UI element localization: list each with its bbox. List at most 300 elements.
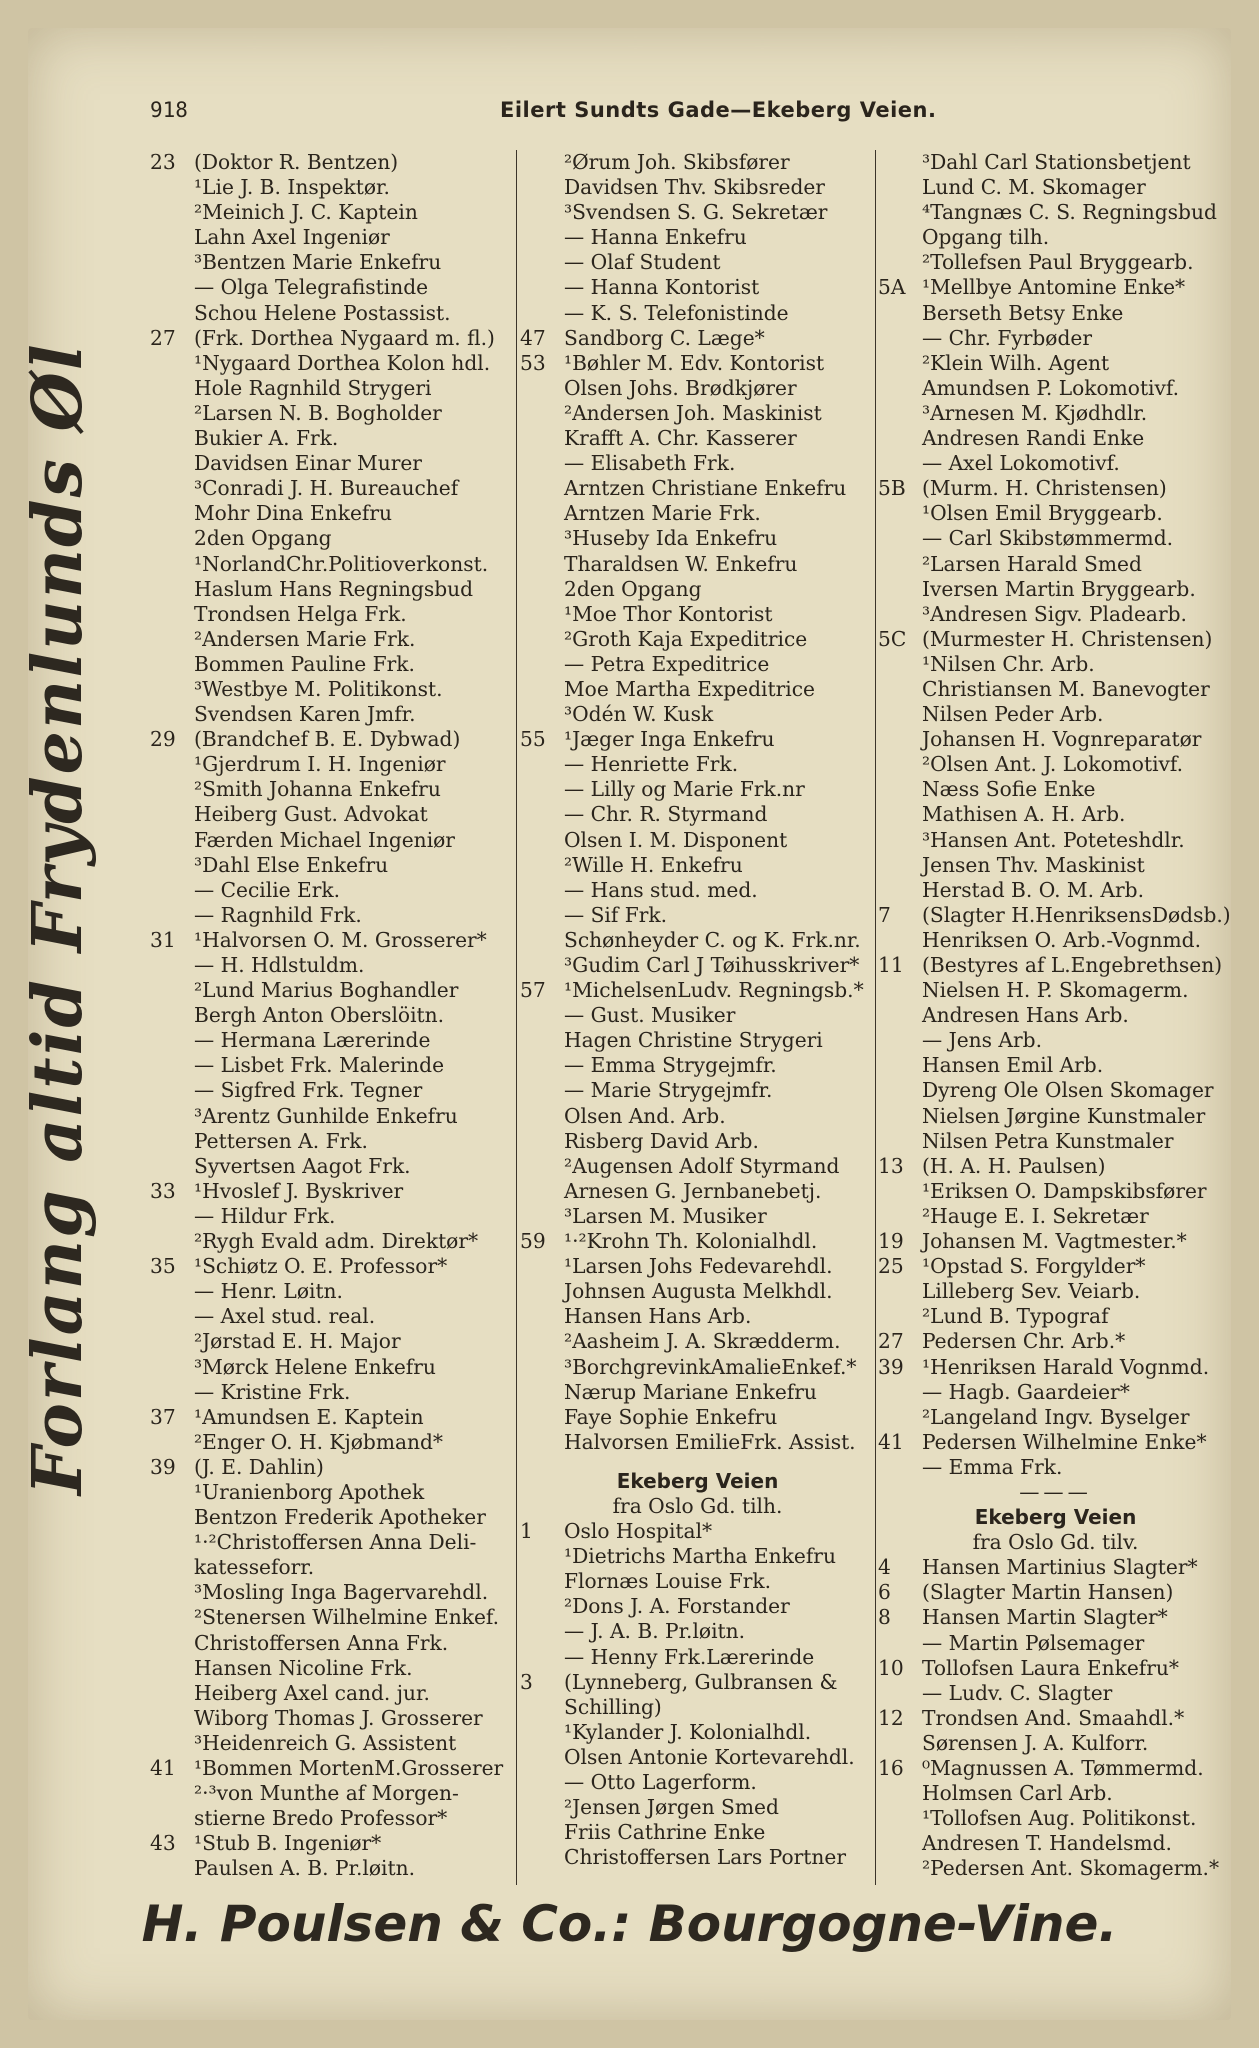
column-divider — [875, 150, 876, 1885]
entry-text: — Gust. Musiker — [564, 1003, 736, 1028]
entry-text: (Murm. H. Christensen) — [922, 476, 1167, 501]
entry-text: Holmsen Carl Arb. — [922, 1781, 1113, 1806]
directory-entry — [150, 1405, 518, 1430]
directory-entry — [520, 301, 875, 326]
directory-entry — [878, 1380, 1233, 1405]
entry-text: — Emma Frk. — [922, 1454, 1063, 1479]
directory-entry — [150, 777, 518, 802]
directory-entry — [878, 727, 1233, 752]
entry-text: — Elisabeth Frk. — [564, 451, 736, 476]
entry-text: Pettersen A. Frk. — [194, 1128, 368, 1153]
entry-text: Nielsen H. P. Skomagerm. — [922, 978, 1189, 1003]
entry-text: Færden Michael Ingeniør — [194, 827, 455, 852]
directory-entry — [520, 1430, 875, 1455]
directory-entry — [520, 250, 875, 275]
entry-text: (Slagter Martin Hansen) — [922, 1580, 1174, 1605]
entry-text: Wiborg Thomas J. Grosserer — [194, 1705, 483, 1730]
directory-entry — [520, 451, 875, 476]
directory-entry — [150, 175, 518, 200]
directory-entry — [150, 1129, 518, 1154]
directory-entry — [150, 1028, 518, 1053]
directory-entry — [150, 1555, 518, 1580]
directory-entry — [520, 752, 875, 777]
directory-entry — [878, 1078, 1233, 1103]
directory-entry — [150, 1455, 518, 1480]
entry-text: Henriksen O. Arb.-Vognmd. — [922, 927, 1202, 952]
entry-text: ²Jørstad E. H. Major — [194, 1329, 401, 1354]
entry-text: ¹Bøhler M. Edv. Kontorist — [564, 350, 825, 375]
entry-text: Johansen M. Vagtmester.* — [922, 1229, 1187, 1254]
directory-entry — [150, 1380, 518, 1405]
directory-entry — [150, 1781, 518, 1806]
directory-entry — [878, 602, 1233, 627]
directory-entry — [150, 1279, 518, 1304]
house-number: 5C — [878, 626, 907, 651]
directory-entry — [878, 301, 1233, 326]
directory-entry — [520, 978, 875, 1003]
house-number: 55 — [520, 727, 546, 752]
directory-entry — [150, 1304, 518, 1329]
directory-entry — [150, 250, 518, 275]
directory-entry — [878, 1355, 1233, 1380]
house-number: 41 — [878, 1429, 904, 1454]
house-number: 27 — [878, 1329, 904, 1354]
entry-text: ²Larsen N. B. Bogholder — [194, 400, 442, 425]
entry-text: ¹Eriksen O. Dampskibsfører — [922, 1178, 1207, 1203]
directory-entry — [878, 1154, 1233, 1179]
entry-text: Svendsen Karen Jmfr. — [194, 702, 416, 727]
entry-text: ²Andersen Joh. Maskinist — [564, 400, 822, 425]
directory-entry — [150, 401, 518, 426]
house-number: 43 — [150, 1831, 176, 1856]
house-number: 39 — [150, 1454, 176, 1479]
house-number: 29 — [150, 727, 176, 752]
directory-entry — [878, 150, 1233, 175]
directory-entry — [150, 1580, 518, 1605]
entry-text: — Chr. R. Styrmand — [564, 802, 768, 827]
directory-entry — [878, 802, 1233, 827]
directory-entry — [878, 702, 1233, 727]
entry-text: ²Aasheim J. A. Skrædderm. — [564, 1329, 841, 1354]
section-gap — [520, 1455, 875, 1469]
entry-text: ³Bentzen Marie Enkefru — [194, 250, 442, 275]
entry-text: — Sif Frk. — [564, 902, 668, 927]
directory-entry — [878, 1053, 1233, 1078]
directory-entry — [878, 1580, 1233, 1605]
entry-text: ³Gudim Carl J Tøihusskriver* — [564, 953, 860, 977]
directory-entry — [520, 175, 875, 200]
directory-entry — [150, 351, 518, 376]
entry-text: ⁰Magnussen A. Tømmermd. — [922, 1756, 1204, 1780]
directory-entry — [150, 978, 518, 1003]
directory-entry — [520, 501, 875, 526]
directory-entry — [150, 1806, 518, 1831]
directory-entry — [878, 1129, 1233, 1154]
directory-entry — [878, 1329, 1233, 1354]
entry-text: — Petra Expeditrice — [564, 651, 770, 676]
entry-text: ²Tollefsen Paul Bryggearb. — [922, 250, 1194, 275]
entry-text: Johnsen Augusta Melkhdl. — [564, 1279, 833, 1304]
directory-entry — [878, 1254, 1233, 1279]
directory-entry — [878, 1455, 1233, 1480]
directory-entry — [878, 1731, 1233, 1756]
entry-text: Lahn Axel Ingeniør — [194, 225, 390, 250]
directory-entry — [520, 1519, 875, 1544]
entry-text: — Otto Lagerform. — [564, 1770, 757, 1794]
directory-entry — [878, 1681, 1233, 1706]
entry-text: — Sigfred Frk. Tegner — [194, 1078, 423, 1103]
entry-text: Hagen Christine Strygeri — [564, 1028, 823, 1053]
directory-entry — [520, 1695, 875, 1720]
entry-text: — Henr. Løitn. — [194, 1279, 343, 1304]
directory-entry — [520, 1745, 875, 1770]
house-number: 10 — [878, 1655, 904, 1680]
entry-text: Mohr Dina Enkefru — [194, 501, 393, 526]
directory-entry — [520, 853, 875, 878]
directory-entry — [150, 1430, 518, 1455]
directory-entry — [150, 150, 518, 175]
entry-text: ¹Moe Thor Kontorist — [564, 601, 773, 626]
entry-text: — Carl Skibstømmermd. — [922, 526, 1174, 551]
entry-text: Tollofsen Laura Enkefru* — [922, 1655, 1179, 1680]
directory-entry — [520, 1179, 875, 1204]
directory-entry — [150, 1154, 518, 1179]
entry-text: ¹Hvoslef J. Byskriver — [194, 1178, 404, 1203]
entry-text: ¹NorlandChr.Politioverkonst. — [194, 551, 489, 576]
directory-entry — [150, 702, 518, 727]
directory-entry — [150, 1605, 518, 1630]
directory-entry — [150, 1656, 518, 1681]
directory-entry — [150, 1731, 518, 1756]
directory-entry — [150, 301, 518, 326]
directory-entry — [150, 1530, 518, 1555]
directory-entry — [150, 376, 518, 401]
directory-entry — [520, 376, 875, 401]
directory-entry — [878, 376, 1233, 401]
directory-entry — [878, 903, 1233, 928]
directory-entry — [878, 1856, 1233, 1881]
entry-text: ¹Opstad S. Forgylder* — [922, 1254, 1146, 1279]
directory-entry — [878, 953, 1233, 978]
entry-text: Herstad B. O. M. Arb. — [922, 877, 1144, 902]
running-title: Eilert Sundts Gade—Ekeberg Veien. — [500, 98, 937, 122]
directory-column-2 — [520, 150, 875, 1870]
entry-text: ¹Henriksen Harald Vognmd. — [922, 1354, 1210, 1379]
directory-entry — [520, 150, 875, 175]
page-number: 918 — [150, 98, 188, 122]
section-separator — [878, 1480, 1233, 1505]
house-number: 16 — [878, 1756, 904, 1780]
entry-text: ¹Mellbye Antomine Enke* — [922, 275, 1186, 300]
entry-text: ³Arentz Gunhilde Enkefru — [194, 1103, 458, 1128]
entry-text: ³Huseby Ida Enkefru — [564, 526, 778, 551]
house-number: 53 — [520, 350, 546, 375]
directory-entry — [520, 1355, 875, 1380]
entry-text: Christiansen M. Banevogter — [922, 676, 1210, 701]
entry-text: — Cecilie Erk. — [194, 877, 341, 902]
entry-text: Hansen Hans Arb. — [564, 1304, 752, 1329]
entry-text: ³BorchgrevinkAmalieEnkef.* — [564, 1354, 857, 1379]
entry-text: 2den Opgang — [194, 526, 332, 551]
entry-text: Arntzen Marie Frk. — [564, 501, 761, 526]
entry-text: ³Andresen Sigv. Pladearb. — [922, 601, 1187, 626]
entry-text: Arntzen Christiane Enkefru — [564, 476, 847, 501]
directory-entry — [520, 953, 875, 978]
directory-entry — [520, 903, 875, 928]
entry-text: ¹Lie J. B. Inspektør. — [194, 175, 390, 200]
directory-entry — [878, 853, 1233, 878]
directory-entry — [878, 250, 1233, 275]
entry-text: — Olga Telegrafistinde — [194, 275, 429, 300]
directory-entry — [520, 1154, 875, 1179]
entry-text: — Hanna Kontorist — [564, 275, 760, 300]
directory-entry — [520, 1078, 875, 1103]
entry-text: ³Dahl Carl Stationsbetjent — [922, 150, 1191, 174]
entry-text: ¹Tollofsen Aug. Politikonst. — [922, 1806, 1197, 1831]
directory-entry — [520, 1003, 875, 1028]
entry-text: ²Lund B. Typograf — [922, 1304, 1109, 1329]
entry-text: (Slagter H.HenriksensDødsb.) — [922, 902, 1231, 927]
directory-entry — [878, 1605, 1233, 1630]
entry-text: — Martin Pølsemager — [922, 1630, 1145, 1655]
entry-text: — Marie Strygejmfr. — [564, 1078, 773, 1103]
house-number: 19 — [878, 1229, 904, 1254]
entry-text: Ekeberg Veien — [616, 1468, 779, 1493]
directory-entry — [878, 1179, 1233, 1204]
entry-text: — Jens Arb. — [922, 1028, 1042, 1053]
directory-entry — [878, 501, 1233, 526]
directory-entry — [520, 326, 875, 351]
directory-entry — [878, 1279, 1233, 1304]
house-number: 35 — [150, 1254, 176, 1279]
entry-text: Heiberg Axel cand. jur. — [194, 1680, 430, 1705]
entry-text: ²Groth Kaja Expeditrice — [564, 626, 808, 651]
directory-entry — [150, 878, 518, 903]
entry-text: — Lisbet Frk. Malerinde — [194, 1053, 445, 1078]
directory-column-3 — [878, 150, 1233, 1881]
entry-text: Opgang tilh. — [922, 225, 1050, 250]
entry-text: ²Hauge E. I. Sekretær — [922, 1203, 1149, 1228]
directory-entry — [150, 275, 518, 300]
directory-entry — [878, 451, 1233, 476]
directory-entry — [878, 1204, 1233, 1229]
entry-text: Trondsen Helga Frk. — [194, 601, 407, 626]
entry-text: Næss Sofie Enke — [922, 777, 1096, 802]
entry-text: Mathisen A. H. Arb. — [922, 802, 1126, 827]
entry-text: ⁴Tangnæs C. S. Regningsbud — [922, 200, 1217, 225]
directory-entry — [150, 953, 518, 978]
entry-text: stierne Bredo Professor* — [194, 1806, 448, 1831]
directory-entry — [150, 1631, 518, 1656]
directory-entry — [878, 526, 1233, 551]
entry-text: — Ragnhild Frk. — [194, 902, 362, 927]
entry-text: Johansen H. Vognreparatør — [922, 727, 1202, 752]
house-number: 33 — [150, 1178, 176, 1203]
directory-entry — [150, 853, 518, 878]
directory-entry — [878, 401, 1233, 426]
entry-text: ¹Amundsen E. Kaptein — [194, 1404, 424, 1429]
entry-text: Heiberg Gust. Advokat — [194, 802, 428, 827]
entry-text: (Frk. Dorthea Nygaard m. fl.) — [194, 325, 495, 350]
entry-text: — Ludv. C. Slagter — [922, 1680, 1113, 1705]
directory-entry — [150, 501, 518, 526]
directory-entry — [150, 1681, 518, 1706]
house-number: 47 — [520, 325, 546, 350]
entry-text: — Hans stud. med. — [564, 877, 758, 902]
directory-entry — [150, 326, 518, 351]
directory-entry — [878, 1806, 1233, 1831]
directory-entry — [150, 1254, 518, 1279]
directory-entry — [878, 326, 1233, 351]
entry-text: katesseforr. — [194, 1555, 315, 1580]
entry-text: ¹Gjerdrum I. H. Ingeniør — [194, 752, 446, 777]
entry-text: — Hagb. Gaardeier* — [922, 1379, 1130, 1404]
directory-entry — [520, 1619, 875, 1644]
entry-text: Flornæs Louise Frk. — [564, 1569, 772, 1594]
entry-text: (H. A. H. Paulsen) — [922, 1153, 1106, 1178]
directory-entry — [520, 1380, 875, 1405]
entry-text: ²Pedersen Ant. Skomagerm.* — [922, 1856, 1220, 1881]
entry-text: Christoffersen Lars Portner — [564, 1845, 846, 1870]
entry-text: Olsen Antonie Kortevarehdl. — [564, 1744, 855, 1769]
street-subheading — [520, 1494, 875, 1519]
entry-text: ²Lund Marius Boghandler — [194, 978, 459, 1003]
directory-entry — [520, 1770, 875, 1795]
house-number: 57 — [520, 978, 546, 1003]
directory-entry — [150, 1756, 518, 1781]
house-number: 3 — [520, 1669, 533, 1694]
entry-text: Hole Ragnhild Strygeri — [194, 375, 432, 400]
entry-text: Risberg David Arb. — [564, 1128, 759, 1153]
entry-text: Dyreng Ole Olsen Skomager — [922, 1078, 1214, 1103]
entry-text: ¹Nilsen Chr. Arb. — [922, 651, 1095, 676]
directory-entry — [878, 1781, 1233, 1806]
entry-text: Andresen T. Handelsmd. — [922, 1831, 1172, 1856]
entry-text: Andresen Randi Enke — [922, 426, 1145, 451]
entry-text: Hansen Nicoline Frk. — [194, 1655, 413, 1680]
directory-entry — [878, 777, 1233, 802]
entry-text: ³Svendsen S. G. Sekretær — [564, 200, 828, 225]
directory-entry — [150, 1355, 518, 1380]
entry-text: ³Westbye M. Politikonst. — [194, 676, 443, 701]
house-number: 7 — [878, 902, 891, 927]
directory-entry — [878, 828, 1233, 853]
directory-entry — [520, 777, 875, 802]
directory-entry — [150, 1003, 518, 1028]
directory-entry — [520, 526, 875, 551]
entry-text: Haslum Hans Regningsbud — [194, 576, 474, 601]
directory-entry — [878, 677, 1233, 702]
directory-entry — [878, 652, 1233, 677]
entry-text: ²Stenersen Wilhelmine Enkef. — [194, 1605, 500, 1630]
directory-entry — [150, 802, 518, 827]
entry-text: Nærup Mariane Enkefru — [564, 1379, 817, 1404]
entry-text: ¹Halvorsen O. M. Grosserer* — [194, 927, 487, 952]
directory-entry — [878, 1706, 1233, 1731]
entry-text: Davidsen Einar Murer — [194, 451, 422, 476]
directory-entry — [520, 1204, 875, 1229]
directory-entry — [520, 577, 875, 602]
entry-text: ²Langeland Ingv. Byselger — [922, 1404, 1190, 1429]
entry-text: ²Meinich J. C. Kaptein — [194, 200, 418, 225]
directory-entry — [878, 577, 1233, 602]
side-advertisement: Forlang altid Frydenlunds Øl — [18, 342, 98, 1495]
entry-text: ——— — [1019, 1479, 1092, 1504]
directory-entry — [520, 1304, 875, 1329]
entry-text: ²Wille H. Enkefru — [564, 852, 743, 877]
directory-entry — [878, 627, 1233, 652]
directory-entry — [520, 1845, 875, 1870]
entry-text: ¹Schiøtz O. E. Professor* — [194, 1254, 448, 1279]
entry-text: ¹Olsen Emil Bryggearb. — [922, 501, 1163, 526]
directory-entry — [878, 1304, 1233, 1329]
directory-entry — [150, 1329, 518, 1354]
entry-text: Bentzon Frederik Apotheker — [194, 1505, 486, 1530]
street-heading — [520, 1469, 875, 1494]
entry-text: Trondsen And. Smaahdl.* — [922, 1705, 1185, 1730]
entry-text: ³Dahl Else Enkefru — [194, 852, 389, 877]
directory-entry — [150, 652, 518, 677]
directory-entry — [520, 1329, 875, 1354]
directory-entry — [520, 1104, 875, 1129]
entry-text: Syvertsen Aagot Frk. — [194, 1153, 411, 1178]
entry-text: Olsen And. Arb. — [564, 1103, 726, 1128]
directory-entry — [520, 1795, 875, 1820]
entry-text: Andresen Hans Arb. — [922, 1003, 1129, 1028]
directory-entry — [150, 602, 518, 627]
directory-entry — [520, 1820, 875, 1845]
directory-entry — [878, 1003, 1233, 1028]
entry-text: ²Augensen Adolf Styrmand — [564, 1153, 840, 1178]
entry-text: Christoffersen Anna Frk. — [194, 1630, 449, 1655]
entry-text: Olsen Johs. Brødkjører — [564, 375, 797, 400]
directory-entry — [520, 1254, 875, 1279]
directory-entry — [520, 275, 875, 300]
entry-text: Nielsen Jørgine Kunstmaler — [922, 1103, 1206, 1128]
house-number: 5B — [878, 476, 906, 501]
directory-entry — [520, 928, 875, 953]
directory-entry — [878, 1631, 1233, 1656]
directory-entry — [520, 1129, 875, 1154]
directory-entry — [878, 225, 1233, 250]
entry-text: ²Klein Wilh. Agent — [922, 350, 1110, 375]
entry-text: Pedersen Wilhelmine Enke* — [922, 1429, 1207, 1454]
directory-entry — [878, 1104, 1233, 1129]
entry-text: ²·³von Munthe af Morgen- — [194, 1781, 459, 1806]
directory-entry — [520, 1569, 875, 1594]
directory-entry — [520, 426, 875, 451]
entry-text: Arnesen G. Jernbanebetj. — [564, 1178, 822, 1203]
entry-text: ³Mørck Helene Enkefru — [194, 1354, 436, 1379]
entry-text: Lilleberg Sev. Veiarb. — [922, 1279, 1141, 1304]
entry-text: Sørensen J. A. Kulforr. — [922, 1730, 1149, 1755]
directory-entry — [878, 351, 1233, 376]
directory-entry — [878, 200, 1233, 225]
entry-text: (Doktor R. Bentzen) — [194, 150, 399, 174]
entry-text: — Axel Lokomotivf. — [922, 451, 1120, 476]
entry-text: Jensen Thv. Maskinist — [922, 852, 1145, 877]
entry-text: Nilsen Peder Arb. — [922, 702, 1104, 727]
directory-entry — [878, 1430, 1233, 1455]
house-number: 1 — [520, 1519, 533, 1544]
entry-text: ³Heidenreich G. Assistent — [194, 1730, 457, 1755]
house-number: 12 — [878, 1705, 904, 1730]
entry-text: (Brandchef B. E. Dybwad) — [194, 727, 461, 752]
directory-entry — [520, 727, 875, 752]
directory-entry — [150, 677, 518, 702]
entry-text: — Olaf Student — [564, 250, 721, 275]
entry-text: ¹Nygaard Dorthea Kolon hdl. — [194, 350, 491, 375]
